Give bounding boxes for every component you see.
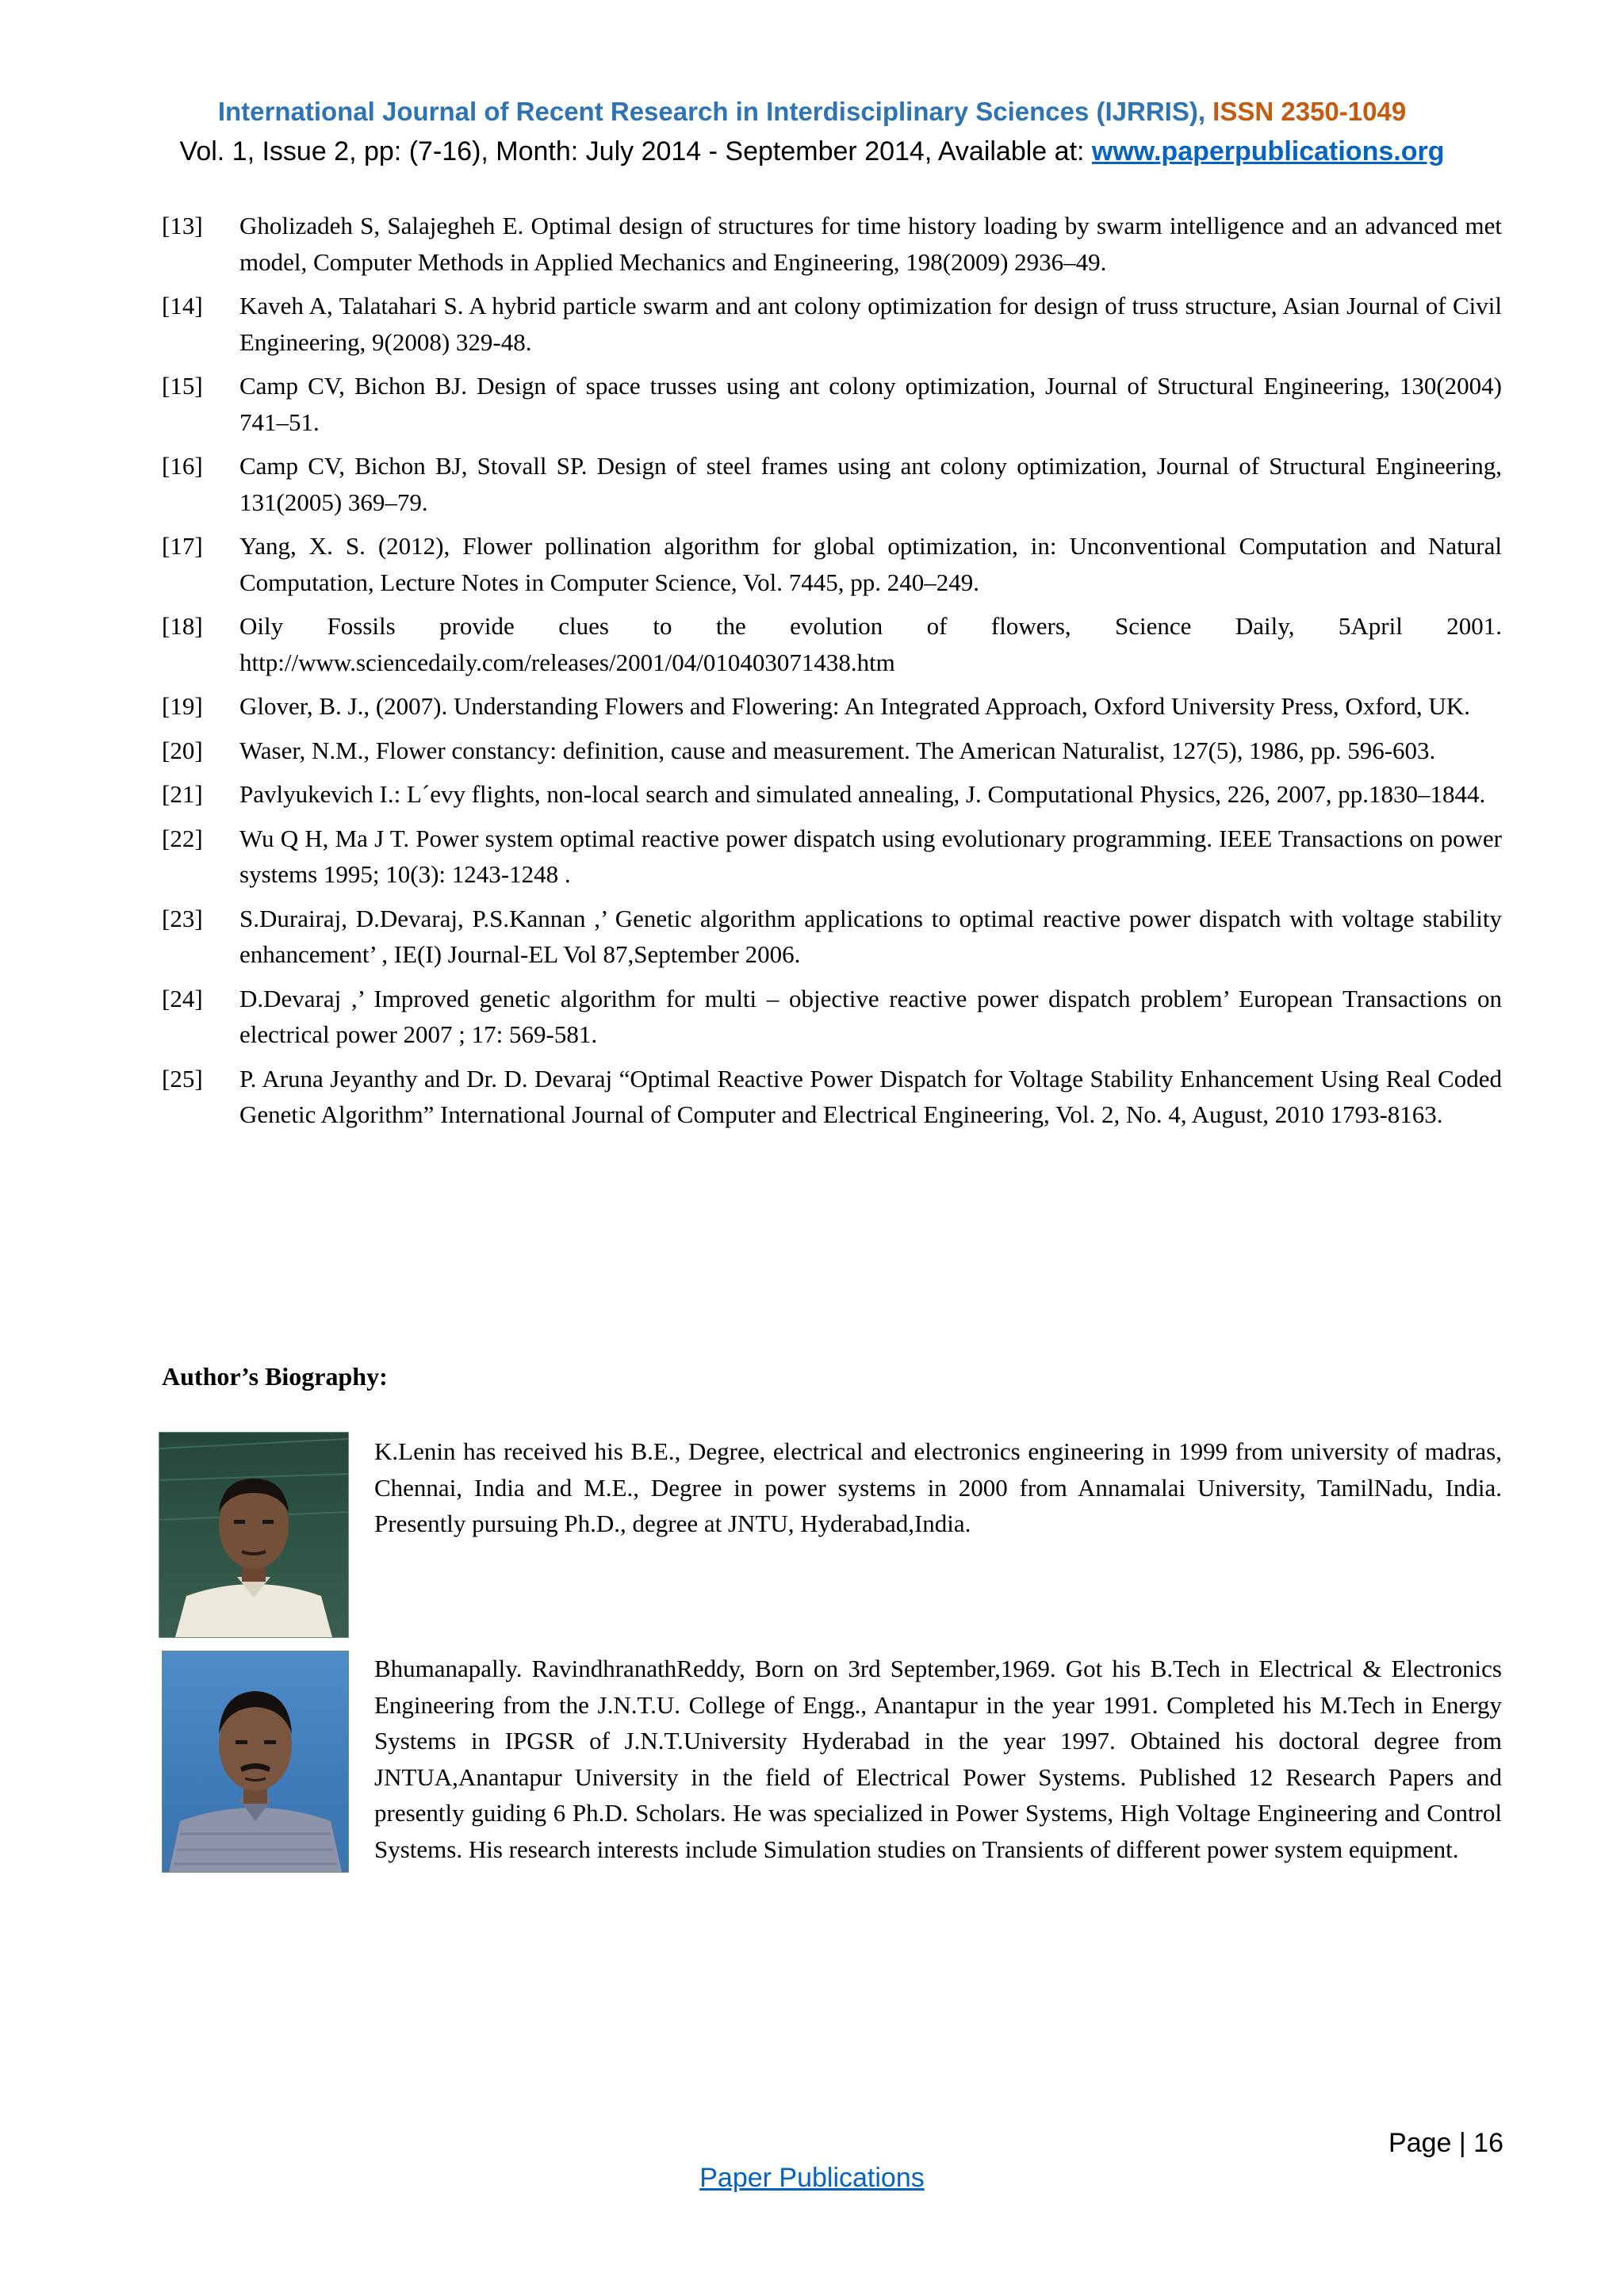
reference-number: [21] <box>162 780 203 808</box>
reference-item <box>162 208 1502 280</box>
reference-text: Wu Q H, Ma J T. Power system optimal reactive power dispatch using evolutionary programming. IEEE Transactions on power systems 1995; 10(3): 1243-1248 . <box>239 824 1502 888</box>
reference-list <box>162 208 1502 1141</box>
reference-item <box>162 448 1502 520</box>
reference-text: Yang, X. S. (2012), Flower pollination algorithm for global optimization, in: Unconventional Computation and Natural Computation, Lecture Notes in Computer Science, Vol. 7445, pp. 240–249. <box>239 532 1502 596</box>
reference-number: [13] <box>162 212 203 239</box>
reference-number: [16] <box>162 452 203 480</box>
reference-item <box>162 288 1502 360</box>
author-photo-lenin <box>159 1432 349 1638</box>
reference-text: Camp CV, Bichon BJ, Stovall SP. Design of steel frames using ant colony optimization, Journal of Structural Engineering, 131(2005) 369–79. <box>239 452 1502 516</box>
reference-item <box>162 821 1502 893</box>
reference-number: [25] <box>162 1064 203 1093</box>
reference-number: [15] <box>162 372 203 400</box>
author-bio-reddy: Bhumanapally. RavindhranathReddy, Born on 3rd September,1969. Got his B.Tech in Electrical & Electronics Engineering from the J.N.T.U. College of Engg., Anantapur in the year 1991. Completed his M.Tech in Energy Systems in IPGSR of J.N.T.University Hyderabad in the year 1997. Obtained his doctoral degree from JNTUA,Anantapur University in the field of Electrical Power Systems. Published 12 Research Papers and presently guiding 6 Ph.D. Scholars. He was specialized in Power Systems, High Voltage Engineering and Control Systems. His research interests include Simulation studies on Transients of different power system equipment. <box>374 1655 1502 1863</box>
issn-label: ISSN 2350-1049 <box>1212 97 1407 126</box>
reference-text: Gholizadeh S, Salajegheh E. Optimal design of structures for time history loading by swarm intelligence and an advanced met model, Computer Methods in Applied Mechanics and Engineering, 198(2009) 2936–49. <box>239 212 1502 276</box>
reference-item <box>162 776 1502 813</box>
author-bio-lenin: K.Lenin has received his B.E., Degree, electrical and electronics engineering in 1999 from university of madras, Chennai, India and M.E., Degree in power systems in 2000 from Annamalai University, TamilNadu, India. Presently pursuing Ph.D., degree at JNTU, Hyderabad,India. <box>374 1437 1502 1537</box>
reference-item <box>162 1061 1502 1133</box>
reference-item <box>162 688 1502 725</box>
biography-heading: Author’s Biography: <box>162 1362 388 1391</box>
reference-item <box>162 733 1502 769</box>
reference-text: Oily Fossils provide clues to the evolution of flowers, Science Daily, 5April 2001. http://www.sciencedaily.com/releases/2001/04/010403071438.htm <box>239 612 1502 676</box>
reference-number: [14] <box>162 292 203 320</box>
portrait-illustration <box>159 1433 348 1637</box>
reference-text: Camp CV, Bichon BJ. Design of space trusses using ant colony optimization, Journal of Structural Engineering, 130(2004) 741–51. <box>239 372 1502 436</box>
reference-item <box>162 368 1502 440</box>
reference-text: Waser, N.M., Flower constancy: definition, cause and measurement. The American Naturalist, 127(5), 1986, pp. 596-603. <box>239 736 1436 764</box>
reference-text: Glover, B. J., (2007). Understanding Flowers and Flowering: An Integrated Approach, Oxford University Press, Oxford, UK. <box>239 692 1470 720</box>
reference-number: [22] <box>162 824 203 852</box>
reference-text: S.Durairaj, D.Devaraj, P.S.Kannan ,’ Genetic algorithm applications to optimal reactive power dispatch with voltage stability enhancement’ , IE(I) Journal-EL Vol 87,September 2006. <box>239 904 1502 968</box>
reference-number: [19] <box>162 692 203 720</box>
journal-title: International Journal of Recent Research in Interdisciplinary Sciences (IJRRIS), <box>217 97 1205 126</box>
reference-number: [20] <box>162 736 203 764</box>
reference-item <box>162 981 1502 1053</box>
issue-details: Vol. 1, Issue 2, pp: (7-16), Month: July 2014 - September 2014, Available at: <box>179 136 1092 166</box>
journal-header <box>0 97 1624 127</box>
issue-details-line <box>0 136 1624 167</box>
reference-number: [18] <box>162 612 203 640</box>
reference-number: [24] <box>162 984 203 1012</box>
reference-text: P. Aruna Jeyanthy and Dr. D. Devaraj “Optimal Reactive Power Dispatch for Voltage Stability Enhancement Using Real Coded Genetic Algorithm” International Journal of Computer and Electrical Engineering, Vol. 2, No. 4, August, 2010 1793-8163. <box>239 1064 1502 1128</box>
reference-text: D.Devaraj ,’ Improved genetic algorithm for multi – objective reactive power dispatch problem’ European Transactions on electrical power 2007 ; 17: 569-581. <box>239 984 1502 1048</box>
reference-text: Pavlyukevich I.: L´evy flights, non-local search and simulated annealing, J. Computational Physics, 226, 2007, pp.1830–1844. <box>239 780 1486 808</box>
publisher-footer-link[interactable]: Paper Publications <box>699 2163 925 2193</box>
journal-website-link[interactable]: www.paperpublications.org <box>1091 136 1445 166</box>
reference-item <box>162 608 1502 680</box>
reference-number: [17] <box>162 532 203 560</box>
reference-text: Kaveh A, Talatahari S. A hybrid particle swarm and ant colony optimization for design of truss structure, Asian Journal of Civil Engineering, 9(2008) 329-48. <box>239 292 1502 356</box>
reference-number: [23] <box>162 904 203 932</box>
portrait-illustration <box>163 1651 348 1872</box>
reference-item <box>162 901 1502 973</box>
page-number: Page | 16 <box>1388 2128 1503 2158</box>
author-photo-reddy <box>162 1651 349 1873</box>
reference-item <box>162 528 1502 600</box>
